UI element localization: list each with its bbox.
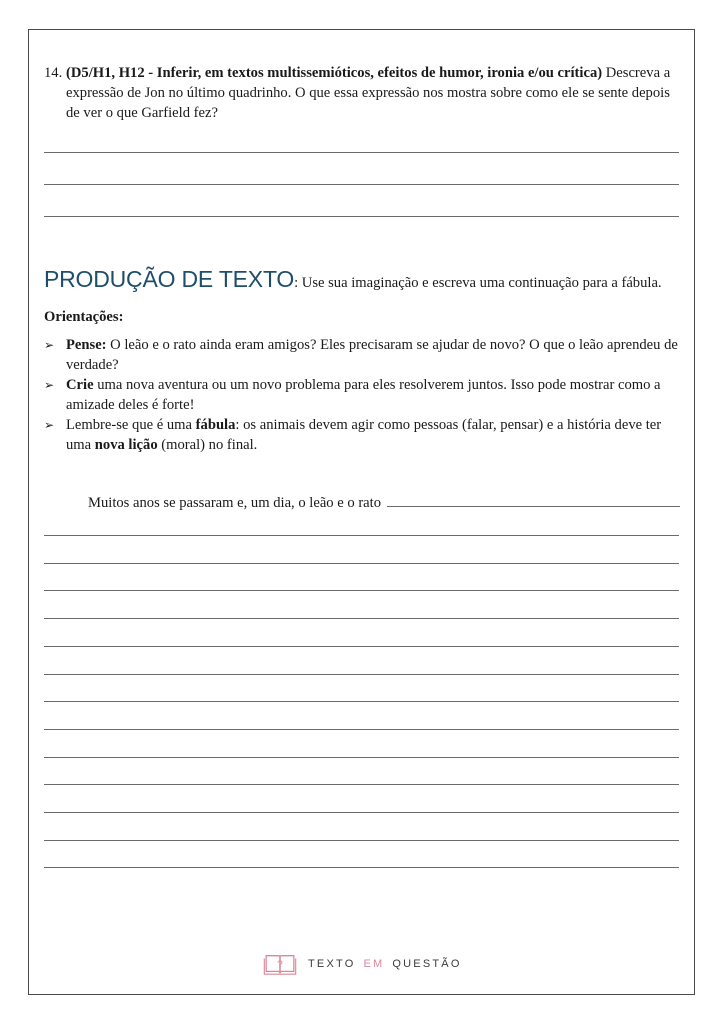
logo-word-texto: TEXTO — [308, 958, 356, 970]
logo-word-em: EM — [363, 958, 385, 970]
writing-line[interactable] — [44, 646, 679, 647]
answer-line[interactable] — [44, 152, 679, 153]
answer-line[interactable] — [44, 184, 679, 185]
story-start-blank[interactable] — [387, 492, 680, 507]
answer-line[interactable] — [44, 216, 679, 217]
writing-line[interactable] — [44, 840, 679, 841]
arrow-bullet-icon: ➢ — [44, 338, 55, 352]
bullet-text: (moral) no final. — [157, 437, 258, 453]
list-item — [44, 375, 684, 415]
question-text — [66, 63, 684, 123]
question-body: Descreva a expressão de Jon no último quadrinho. O que essa expressão nos mostra sobre como ele se sente depois de ver o que Garfield fez? — [66, 65, 671, 121]
writing-line[interactable] — [44, 701, 679, 702]
story-start — [88, 492, 680, 512]
arrow-bullet-icon: ➢ — [44, 418, 55, 432]
bullet-keyword: nova lição — [94, 437, 158, 453]
writing-line[interactable] — [44, 618, 679, 619]
orientation-list — [44, 335, 684, 455]
list-item — [44, 415, 684, 455]
svg-text:?: ? — [277, 959, 283, 971]
production-heading — [44, 266, 684, 293]
list-item — [44, 335, 684, 375]
story-start-text: Muitos anos se passaram e, um dia, o leão e o rato — [88, 495, 382, 511]
section-instruction: : Use sua imaginação e escreva uma continuação para a fábula. — [294, 275, 662, 291]
logo-word-questao: QUESTÃO — [392, 958, 462, 970]
writing-line[interactable] — [44, 674, 679, 675]
bullet-text: O leão e o rato ainda eram amigos? Eles precisaram se ajudar de novo? O que o leão aprendeu de verdade? — [66, 337, 678, 373]
arrow-bullet-icon: ➢ — [44, 378, 55, 392]
writing-line[interactable] — [44, 590, 679, 591]
bullet-text: : os animais devem agir como pessoas (falar, pensar) e a história deve ter uma — [66, 417, 662, 453]
page-border — [28, 29, 695, 995]
bullet-text: uma nova aventura ou um novo problema para eles resolverem juntos. Isso pode mostrar como a amizade deles é forte! — [66, 377, 661, 413]
question-number: 14. — [44, 65, 63, 81]
writing-line[interactable] — [44, 535, 679, 536]
bullet-keyword: Crie — [66, 377, 94, 393]
bullet-text: Lembre-se que é uma — [66, 417, 196, 433]
orientations-label: Orientações: — [44, 309, 124, 325]
book-question-icon — [262, 952, 298, 976]
bullet-keyword: Pense: — [66, 337, 107, 353]
writing-line[interactable] — [44, 757, 679, 758]
section-title: PRODUÇÃO DE TEXTO — [44, 266, 295, 292]
question-14 — [44, 63, 684, 123]
footer-logo — [262, 950, 462, 978]
writing-line[interactable] — [44, 812, 679, 813]
question-skill: (D5/H1, H12 - Inferir, em textos multissemióticos, efeitos de humor, ironia e/ou crítica) — [66, 65, 603, 81]
bullet-keyword: fábula — [195, 417, 236, 433]
writing-line[interactable] — [44, 729, 679, 730]
writing-line[interactable] — [44, 867, 679, 868]
writing-line[interactable] — [44, 784, 679, 785]
writing-line[interactable] — [44, 563, 679, 564]
